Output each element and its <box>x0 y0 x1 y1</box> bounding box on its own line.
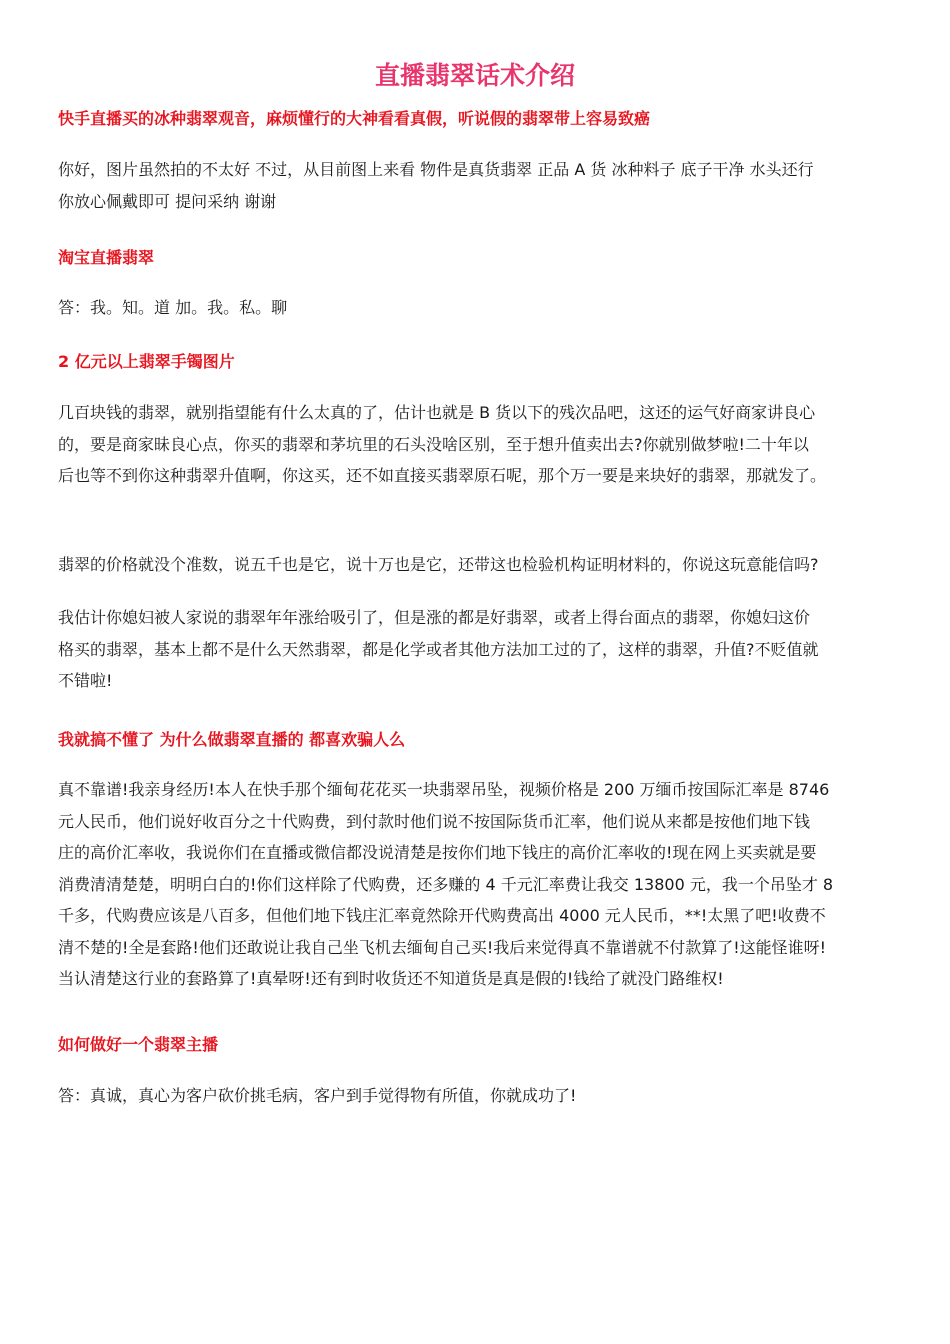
section-heading: 快手直播买的冰种翡翠观音，麻烦懂行的大神看看真假，听说假的翡翠带上容易致癌 <box>58 109 651 128</box>
paragraph <box>58 602 896 697</box>
paragraph-line: 你放心佩戴即可 提问采纳 谢谢 <box>58 191 277 211</box>
section-heading: 2 亿元以上翡翠手镯图片 <box>58 352 235 371</box>
page-title: 直播翡翠话术介绍 <box>374 61 575 90</box>
paragraph-line: 几百块钱的翡翠，就别指望能有什么太真的了，估计也就是 B 货以下的残次品吧，这还的运气好商家讲良心 <box>58 403 816 422</box>
paragraph-line: 翡翠的价格就没个准数，说五千也是它，说十万也是它，还带这也检验机构证明材料的，你说这玩意能信吗? <box>58 555 819 574</box>
paragraph-line: 真不靠谱!我亲身经历!本人在快手那个缅甸花花买一块翡翠吊坠，视频价格是 200 万缅币按国际汇率是 8746 <box>58 780 830 799</box>
section-heading: 淘宝直播翡翠 <box>58 248 155 267</box>
paragraph <box>58 1080 896 1112</box>
paragraph <box>58 549 896 581</box>
paragraph-line: 元人民币，他们说好收百分之十代购费，到付款时他们说不按国际货币汇率，他们说从来都是按他们地下钱 <box>58 811 811 831</box>
paragraph <box>58 154 896 217</box>
paragraph-line: 千多，代购费应该是八百多，但他们地下钱庄汇率竟然除开代购费高出 4000 元人民币，**!太黑了吧!收费不 <box>58 906 826 925</box>
section-heading: 我就搞不懂了 为什么做翡翠直播的 都喜欢骗人么 <box>58 730 406 749</box>
paragraph-line: 当认清楚这行业的套路算了!真晕呀!还有到时收货还不知道货是真是假的!钱给了就没门路维权! <box>58 969 724 988</box>
paragraph-line: 你好，图片虽然拍的不太好 不过，从目前图上来看 物件是真货翡翠 正品 A 货 冰种料子 底子干净 水头还行 <box>58 160 814 179</box>
paragraph <box>58 774 896 995</box>
paragraph-line: 不错啦! <box>58 671 113 690</box>
paragraph-line: 格买的翡翠，基本上都不是什么天然翡翠，都是化学或者其他方法加工过的了，这样的翡翠，升值?不贬值就 <box>58 639 819 659</box>
paragraph-line: 的，要是商家昧良心点，你买的翡翠和茅坑里的石头没啥区别，至于想升值卖出去?你就别做梦啦!二十年以 <box>58 434 809 454</box>
paragraph <box>58 397 896 492</box>
paragraph-line: 答：我。知。道 加。我。私。聊 <box>58 298 288 317</box>
paragraph <box>58 292 896 324</box>
paragraph-line: 庄的高价汇率收，我说你们在直播或微信都没说清楚是按你们地下钱庄的高价汇率收的!现在网上买卖就是要 <box>58 843 817 862</box>
paragraph-line: 消费清清楚楚，明明白白的!你们这样除了代购费，还多赚的 4 千元汇率费让我交 13800 元，我一个吊坠才 8 <box>58 874 834 894</box>
section-heading: 如何做好一个翡翠主播 <box>58 1035 219 1054</box>
paragraph-line: 清不楚的!全是套路!他们还敢说让我自己坐飞机去缅甸自己买!我后来觉得真不靠谱就不付款算了!这能怪谁呀! <box>58 937 827 957</box>
paragraph-line: 后也等不到你这种翡翠升值啊，你这买，还不如直接买翡翠原石呢，那个万一要是来块好的翡翠，那就发了。 <box>58 466 827 485</box>
paragraph-line: 我估计你媳妇被人家说的翡翠年年涨给吸引了，但是涨的都是好翡翠，或者上得台面点的翡翠，你媳妇这价 <box>58 608 811 627</box>
paragraph-line: 答：真诚，真心为客户砍价挑毛病，客户到手觉得物有所值，你就成功了! <box>58 1086 577 1105</box>
